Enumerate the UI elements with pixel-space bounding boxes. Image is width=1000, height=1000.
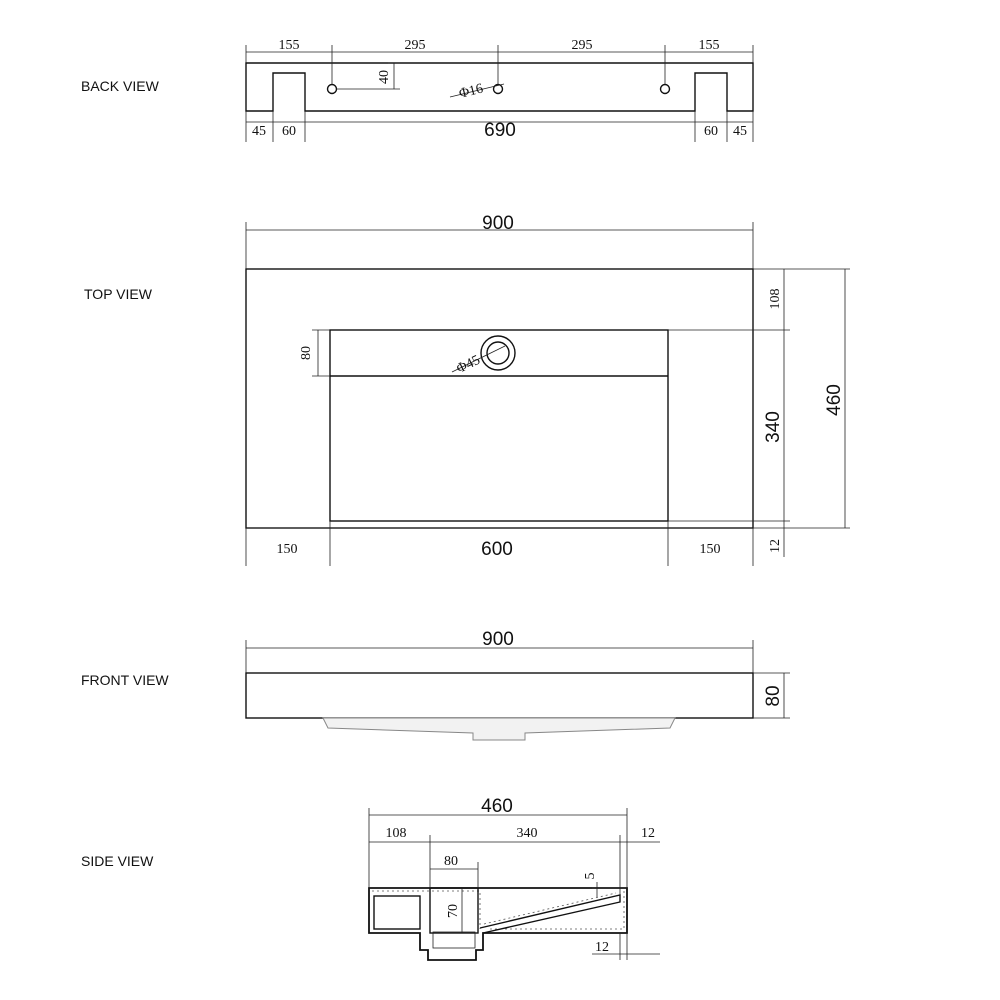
- side-dim-basin: 340: [516, 826, 538, 841]
- side-dim-depth: 460: [481, 796, 513, 817]
- top-dim-slot: 80: [299, 346, 314, 360]
- top-dim-depth: 460: [824, 384, 845, 416]
- side-view-drawing: [369, 808, 660, 960]
- front-dim-width: 900: [482, 629, 514, 650]
- back-view-outline: [246, 63, 753, 111]
- back-dim-hole: Φ16: [457, 81, 485, 102]
- back-view-label: BACK VIEW: [81, 78, 159, 94]
- back-hole-right: [661, 85, 670, 94]
- top-view-outline: [246, 269, 753, 528]
- front-view-outline: [246, 673, 753, 718]
- back-dim-bot-right-outer: 45: [733, 124, 747, 139]
- side-dim-front: 12: [641, 826, 655, 841]
- back-dim-bot-right-inner: 60: [704, 124, 718, 139]
- back-dim-bot-center: 690: [484, 120, 516, 141]
- side-dim-slot-depth: 70: [446, 904, 461, 918]
- front-dim-height: 80: [763, 685, 784, 707]
- side-dim-bottom: 12: [595, 940, 609, 955]
- top-dim-left: 150: [276, 542, 298, 557]
- top-dim-back-margin: 108: [768, 288, 783, 310]
- back-dim-top-mid-left: 295: [404, 38, 426, 53]
- back-dim-height: 40: [377, 70, 392, 84]
- top-dim-width: 900: [482, 213, 514, 234]
- top-view-label: TOP VIEW: [84, 286, 152, 302]
- top-view-drawing: [246, 222, 850, 566]
- side-dim-slope: 5: [583, 872, 598, 880]
- back-dim-bot-left-outer: 45: [252, 124, 266, 139]
- front-view-label: FRONT VIEW: [81, 672, 169, 688]
- side-view-label: SIDE VIEW: [81, 853, 154, 869]
- drain-outer: [481, 336, 515, 370]
- side-dim-slot-width: 80: [444, 854, 458, 869]
- back-dim-bot-left-inner: 60: [282, 124, 296, 139]
- top-dim-drain: Φ45: [454, 352, 483, 377]
- front-view-drawing: [246, 640, 790, 740]
- basin-outline: [330, 330, 668, 521]
- back-dim-top-left: 155: [278, 38, 300, 53]
- side-basin-slope: [480, 895, 620, 933]
- top-dim-front-margin: 12: [768, 539, 783, 553]
- front-basin-underside: [323, 718, 675, 740]
- top-dim-center: 600: [481, 539, 513, 560]
- side-dim-back: 108: [385, 826, 407, 841]
- side-left-hollow: [374, 896, 420, 929]
- side-drain-pipe: [433, 932, 475, 948]
- top-dim-basin: 340: [763, 411, 784, 443]
- top-dim-right: 150: [699, 542, 721, 557]
- back-dim-top-mid-right: 295: [571, 38, 593, 53]
- back-hole-left: [328, 85, 337, 94]
- back-dim-top-right: 155: [698, 38, 720, 53]
